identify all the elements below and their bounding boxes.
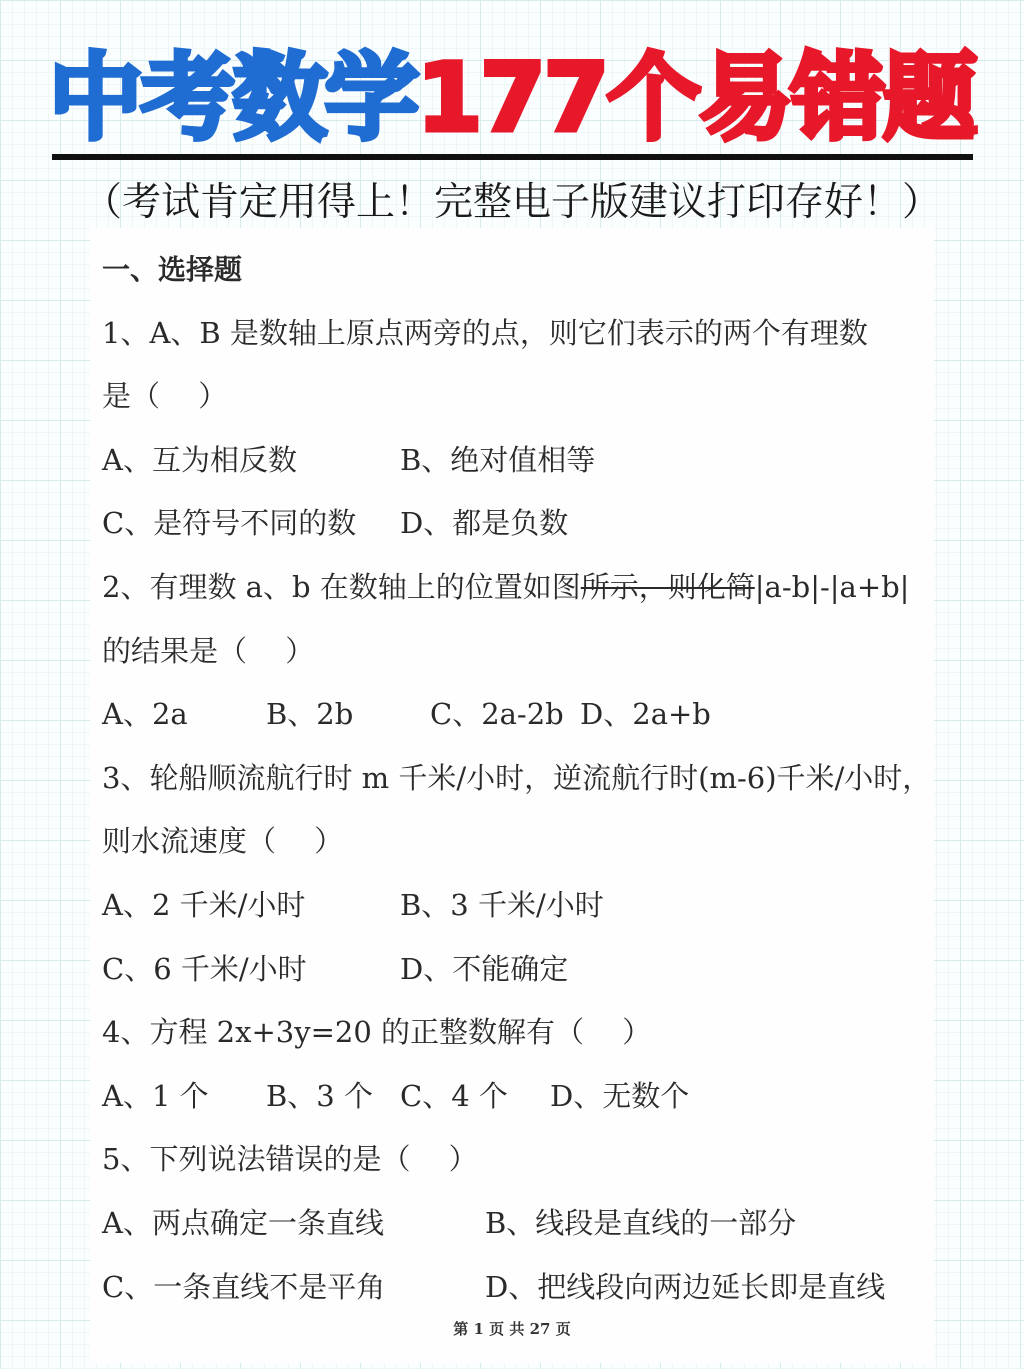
question-1-options-row-1: [102, 429, 932, 493]
title-blue-part: 中考数学: [48, 44, 417, 153]
question-2-expression: |a-b|-|a+b|: [754, 569, 910, 604]
question-3-stem-line-1: 3、轮船顺流航行时 m 千米/小时，逆流航行时(m-6)千米/小时，: [102, 760, 932, 795]
section-title: 一、选择题: [102, 253, 243, 286]
question-3-option-d: D、不能确定: [400, 951, 569, 986]
question-4-stem: 4、方程 2x+3y=20 的正整数解有（ ）: [102, 1015, 652, 1050]
question-2-stem-line-1: [102, 556, 932, 620]
question-3-option-c: C、6 千米/小时: [102, 951, 307, 986]
question-2-option-b: B、2b: [266, 697, 354, 732]
question-2-stem-start: 2、有理数 a、b 在数轴上的位置如图: [102, 569, 581, 604]
question-3-options-row-2: [102, 938, 932, 1002]
question-2-option-a: A、2a: [102, 697, 188, 732]
question-4-option-b: B、3 个: [266, 1078, 373, 1113]
question-5-options-row-2: [102, 1256, 932, 1320]
question-5-option-c: C、一条直线不是平角: [102, 1269, 386, 1304]
question-3-option-a: A、2 千米/小时: [102, 887, 306, 922]
question-1-option-b: B、绝对值相等: [400, 442, 596, 477]
question-2-stem-line-2: 的结果是（ ）: [102, 633, 315, 668]
question-1-stem-line-2: 是（ ）: [102, 379, 228, 414]
question-1-stem-line-1: 1、A、B 是数轴上原点两旁的点，则它们表示的两个有理数: [102, 315, 868, 350]
question-2-option-d: D、2a+b: [580, 697, 711, 732]
question-5-options-row-1: [102, 1192, 932, 1256]
page-footer: 第 1 页 共 27 页: [453, 1320, 571, 1338]
subtitle: （考试肯定用得上！完整电子版建议打印存好！）: [82, 180, 941, 225]
page-title: [0, 34, 1024, 164]
question-2-option-c: C、2a-2b: [430, 697, 564, 732]
question-4-options-row: [102, 1065, 932, 1129]
question-4-option-d: D、无数个: [550, 1078, 690, 1113]
question-3-stem-line-2: 则水流速度（ ）: [102, 824, 344, 859]
question-1-option-a: A、互为相反数: [102, 442, 297, 477]
question-5-option-b: B、线段是直线的一部分: [485, 1205, 797, 1240]
question-5-stem: 5、下列说法错误的是（ ）: [102, 1142, 478, 1177]
question-5-option-d: D、把线段向两边延长即是直线: [485, 1269, 886, 1304]
question-1-option-d: D、都是负数: [400, 506, 569, 541]
question-2-options-row: [102, 683, 932, 747]
question-3-option-b: B、3 千米/小时: [400, 887, 604, 922]
title-red-part: 177个易错题: [416, 44, 976, 153]
question-4-option-c: C、4 个: [400, 1078, 508, 1113]
question-4-option-a: A、1 个: [102, 1078, 209, 1113]
question-list: [102, 238, 932, 1319]
question-1-options-row-2: [102, 492, 932, 556]
question-5-option-a: A、两点确定一条直线: [102, 1205, 384, 1240]
question-2-stem-struck: 所示，则化简: [580, 569, 755, 604]
title-underline: [52, 154, 973, 160]
question-3-options-row-1: [102, 874, 932, 938]
question-1-option-c: C、是符号不同的数: [102, 506, 357, 541]
